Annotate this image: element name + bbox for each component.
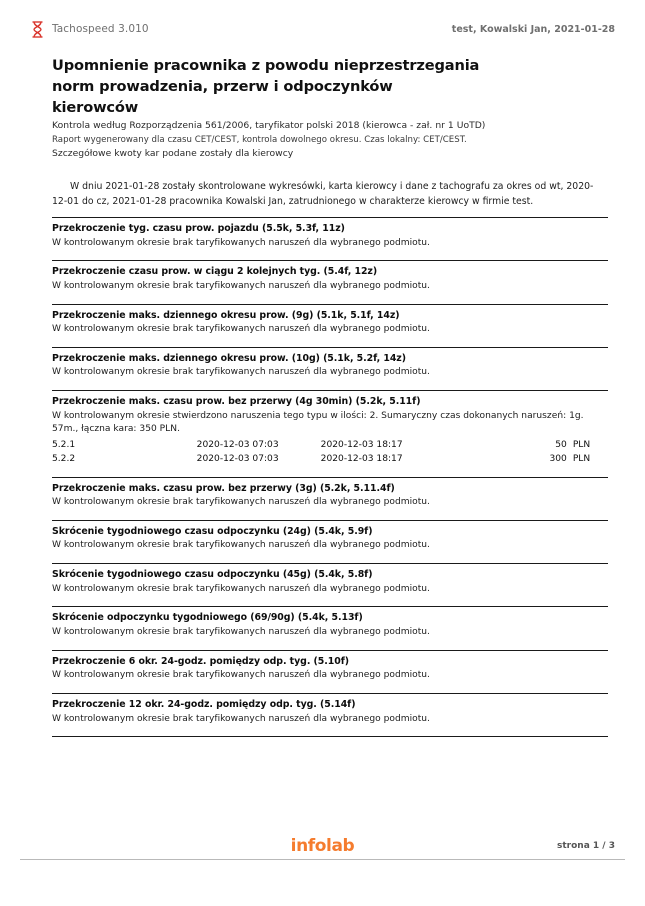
violation-currency-cell: PLN: [572, 439, 591, 450]
subtitle-penalty-line: Szczegółowe kwoty kar podane zostały dla kierowcy: [52, 148, 294, 160]
section-title: Przekroczenie maks. dziennego okresu prow. (9g) (5.1k, 5.1f, 14z): [52, 309, 400, 321]
section-title: Przekroczenie 12 okr. 24-godz. pomiędzy odp. tyg. (5.14f): [52, 698, 356, 710]
section-title: Skrócenie tygodniowego czasu odpoczynku (45g) (5.4k, 5.8f): [52, 569, 373, 581]
section-body-text: W kontrolowanym okresie brak taryfikowanych naruszeń dla wybranego podmiotu.: [52, 583, 430, 594]
violation-table: [52, 439, 608, 467]
section-title: Przekroczenie czasu prow. w ciągu 2 kolejnych tyg. (5.4f, 12z): [52, 266, 378, 278]
infolab-logo: infolab: [290, 836, 355, 856]
violation-section: [52, 217, 608, 260]
section-body-text: W kontrolowanym okresie brak taryfikowanych naruszeń dla wybranego podmiotu.: [52, 324, 430, 335]
section-title: Przekroczenie maks. dziennego okresu prow. (10g) (5.1k, 5.2f, 14z): [52, 352, 406, 364]
app-name-label: Tachospeed 3.010: [52, 23, 149, 35]
violation-amount-cell: 50: [555, 439, 567, 450]
violation-section: [52, 347, 608, 390]
section-body-text: W kontrolowanym okresie brak taryfikowanych naruszeń dla wybranego podmiotu.: [52, 497, 430, 508]
section-body-text: W kontrolowanym okresie brak taryfikowanych naruszeń dla wybranego podmiotu.: [52, 627, 430, 638]
violation-start-cell: 2020-12-03 07:03: [196, 453, 279, 464]
section-title: Przekroczenie 6 okr. 24-godz. pomiędzy odp. tyg. (5.10f): [52, 655, 349, 667]
table-row: [52, 439, 608, 453]
document-footer: [20, 836, 625, 894]
section-body-text: W kontrolowanym okresie brak taryfikowanych naruszeń dla wybranego podmiotu.: [52, 713, 430, 724]
section-title: Przekroczenie maks. czasu prow. bez przerwy (4g 30min) (5.2k, 5.11f): [52, 396, 421, 408]
section-body-text: W kontrolowanym okresie brak taryfikowanych naruszeń dla wybranego podmiotu.: [52, 367, 430, 378]
violation-code-cell: 5.2.2: [52, 453, 76, 464]
header-brand: [30, 20, 149, 39]
violation-code-cell: 5.2.1: [52, 439, 76, 450]
violation-section: [52, 606, 608, 649]
tachospeed-hourglass-logo-icon: [30, 20, 45, 39]
violation-section: [52, 390, 608, 477]
subtitle-timezone-line: Raport wygenerowany dla czasu CET/CEST, kontrola dowolnego okresu. Czas lokalny: CET/CEST.: [52, 134, 467, 145]
violation-sections: [52, 217, 608, 737]
violation-currency-cell: PLN: [572, 453, 591, 464]
violation-end-cell: 2020-12-03 18:17: [320, 453, 403, 464]
document-header: [30, 18, 615, 40]
section-title: Skrócenie tygodniowego czasu odpoczynku (24g) (5.4k, 5.9f): [52, 525, 373, 537]
violation-section: [52, 563, 608, 606]
report-subtitle-block: [52, 119, 612, 162]
section-title: Przekroczenie tyg. czasu prow. pojazdu (5.5k, 5.3f, 11z): [52, 223, 345, 234]
violation-amount-cell: 300: [549, 453, 567, 464]
section-body-text: W kontrolowanym okresie brak taryfikowanych naruszeń dla wybranego podmiotu.: [52, 540, 430, 551]
violation-section: [52, 260, 608, 303]
section-body-text: W kontrolowanym okresie brak taryfikowanych naruszeń dla wybranego podmiotu.: [52, 237, 430, 248]
section-body-text: W kontrolowanym okresie stwierdzono naruszenia tego typu w ilości: 2. Sumaryczny czas dokonanych naruszeń: 1g. 57m., łączna kara: 350 PLN.: [52, 410, 584, 435]
header-meta-label: test, Kowalski Jan, 2021-01-28: [451, 23, 615, 35]
violation-section: [52, 693, 608, 737]
section-body-text: W kontrolowanym okresie brak taryfikowanych naruszeń dla wybranego podmiotu.: [52, 670, 430, 681]
subtitle-regulation-line: Kontrola według Rozporządzenia 561/2006, taryfikator polski 2018 (kierowca - zał. nr 1 UoTD): [52, 120, 486, 131]
violation-section: [52, 304, 608, 347]
page-title: Upomnienie pracownika z powodu nieprzestrzegania norm prowadzenia, przerw i odpoczynków kierowców: [52, 56, 480, 117]
section-title: Przekroczenie maks. czasu prow. bez przerwy (3g) (5.2k, 5.11.4f): [52, 482, 395, 494]
violation-section: [52, 477, 608, 520]
intro-paragraph: W dniu 2021-01-28 zostały skontrolowane wykresówki, karta kierowcy i dane z tachografu za okres od wt, 2020-12-01 do cz, 2021-01-28 pracownika Kowalski Jan, zatrudnionego w charakterze kierowcy w firmie test.: [52, 181, 594, 208]
table-row: [52, 453, 608, 467]
violation-section: [52, 520, 608, 563]
section-title: Skrócenie odpoczynku tygodniowego (69/90g) (5.4k, 5.13f): [52, 612, 363, 624]
section-body-text: W kontrolowanym okresie brak taryfikowanych naruszeń dla wybranego podmiotu.: [52, 280, 430, 291]
page-number-label: strona 1 / 3: [557, 841, 615, 851]
violation-start-cell: 2020-12-03 07:03: [196, 439, 279, 450]
violation-section: [52, 650, 608, 693]
violation-end-cell: 2020-12-03 18:17: [320, 439, 403, 450]
